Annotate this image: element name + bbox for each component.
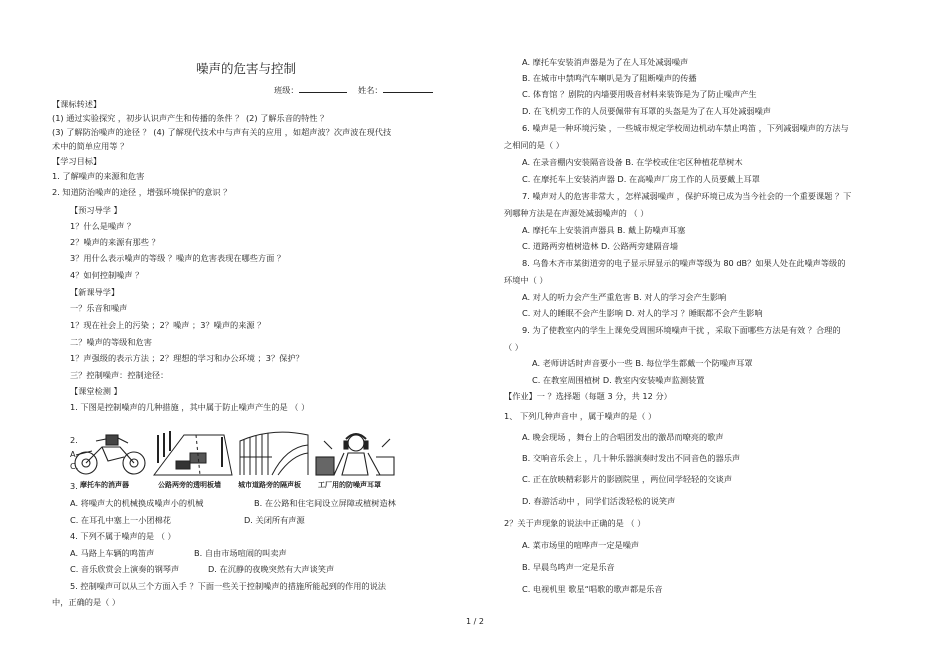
left-line-15: 二？噪声的等级和危害 [70, 337, 152, 347]
class-blank [299, 84, 347, 93]
figure-caption-3: 工厂用的防噪声耳罩 [318, 481, 381, 489]
right-line-18: A. 老师讲话时声音要小一些 B. 每位学生都戴一个防噪声耳罩 [532, 358, 753, 368]
right-line-19: C. 在教室周围植树 D. 教室内安装噪声监测装置 [532, 375, 705, 385]
right-line-5: 之相同的是（ ） [504, 140, 564, 150]
right-line-25: D. 春游活动中 ，同学们活泼轻松的说笑声 [522, 496, 676, 506]
left-lower-line-6: B. 自由市场喧闹的叫卖声 [194, 548, 287, 558]
figure-noise-control [72, 427, 397, 479]
left-line-9: 2？噪声的来源有那些 ？ [70, 237, 160, 247]
right-line-21: 1、 下列几种声音中 ，属于噪声的是（ ） [504, 411, 657, 421]
right-line-26: 2？关于声现象的说法中正确的是 （ ） [504, 518, 646, 528]
left-line-4: 【学习目标】 [52, 156, 102, 166]
earmuff-worker-picture [316, 434, 394, 475]
figure-overlap-1: A. [70, 449, 79, 459]
figure-drawing [72, 427, 397, 479]
city-barrier-picture [240, 432, 308, 475]
left-lower-line-4: 4. 下列不属于噪声的是 （ ） [70, 531, 176, 541]
left-line-2: (3) 了解防治噪声的途径 ？ (4) 了解现代技术中与声有关的应用 ，如超声波？次声波在现代技 [52, 127, 392, 137]
right-line-24: C. 正在放映精彩影片的影剧院里 ，两位同学轻轻的交谈声 [522, 474, 733, 484]
right-line-15: C. 对人的睡眠不会产生影响 D. 对人的学习 ？睡眠都不会产生影响 [522, 308, 763, 318]
left-line-14: 1？现在社会上的污染 ；2？噪声 ；3？噪声的来源 ？ [70, 320, 266, 330]
left-line-10: 3？用什么表示噪声的等级 ？噪声的危害表现在哪些方面 ？ [70, 253, 286, 263]
figure-caption-2: 城市道路旁的隔声板 [238, 481, 301, 489]
left-line-8: 1？什么是噪声 ？ [70, 221, 136, 231]
figure-caption-1: 公路两旁的透明板墙 [158, 481, 221, 489]
right-line-17: （ ） [504, 342, 523, 352]
left-line-7: 【预习导学 】 [70, 205, 122, 215]
right-line-3: D. 在飞机旁工作的人员要佩带有耳罩的头盔是为了在人耳处减弱噪声 [522, 106, 771, 116]
right-line-22: A. 晚会现场 ，舞台上的合唱团发出的激昂而嘹亮的歌声 [522, 432, 724, 442]
left-lower-line-0: A. 将噪声大的机械换成噪声小的机械 [70, 498, 204, 508]
figure-overlap-3: 3. [70, 481, 78, 491]
left-lower-line-5: A. 马路上车辆的鸣笛声 [70, 548, 155, 558]
left-line-13: 一？乐音和噪声 [70, 303, 128, 313]
left-lower-line-7: C. 音乐欣赏会上演奏的钢琴声 [70, 564, 180, 574]
page-title: 噪声的危害与控制 [196, 61, 297, 76]
left-line-5: 1. 了解噪声的来源和危害 [52, 171, 145, 181]
right-line-2: C. 体育馆 ？剧院的内墙要用吸音材料来装饰是为了防止噪声产生 [522, 89, 757, 99]
class-label: 班级： [274, 85, 299, 95]
name-blank [383, 84, 433, 93]
right-line-6: A. 在录音棚内安装隔音设备 B. 在学校或住宅区种植花草树木 [522, 157, 743, 167]
left-line-3: 术中的简单应用等 ？ [52, 141, 129, 151]
left-lower-line-10: 中，正确的是（ ） [52, 597, 121, 607]
left-lower-line-9: 5. 控制噪声可以从三个方面入手 ？下面一些关于控制噪声的措施所能起到的作用的说法 [70, 581, 386, 591]
right-line-13: 环境中（ ） [504, 275, 548, 285]
right-line-12: 8. 乌鲁木齐市某街道旁的电子显示屏显示的噪声等级为 80 dB？如果人处在此噪声等级的 [522, 258, 846, 268]
right-line-29: C. 电视机里 歌星“唱歌的歌声都是乐音 [522, 584, 663, 594]
figure-overlap-0: 2. [70, 435, 78, 445]
right-line-1: B. 在城市中禁鸣汽车喇叭是为了阻断噪声的传播 [522, 73, 697, 83]
right-line-23: B. 交响音乐会上 ，几十种乐器演奏时发出不同音色的器乐声 [522, 453, 741, 463]
figure-overlap-2: C. [70, 461, 79, 471]
right-line-8: 7. 噪声对人的危害非常大 ，怎样减弱噪声 ，保护环境已成为当今社会的一个重要课题 ？下 [522, 191, 852, 201]
right-line-20: 【作业】一 ？选择题（每题 3 分，共 12 分） [504, 391, 672, 401]
right-line-0: A. 摩托车安装消声器是为了在人耳处减弱噪声 [522, 57, 689, 67]
figure-caption-0: 摩托车的消声器 [80, 481, 129, 489]
right-line-14: A. 对人的听力会产生严重危害 B. 对人的学习会产生影响 [522, 292, 727, 302]
left-lower-line-3: D. 关闭所有声源 [244, 515, 305, 525]
road-wall-picture [154, 431, 232, 475]
left-line-6: 2. 知道防治噪声的途径 ，增强环境保护的意识 ？ [52, 187, 232, 197]
left-line-16: 1？声强级的表示方法 ；2？理想的学习和办公环境 ；3？保护？ [70, 353, 304, 363]
left-lower-line-1: B. 在公路和住宅间设立屏障或植树造林 [254, 498, 396, 508]
right-line-7: C. 在摩托车上安装消声器 D. 在高噪声厂房工作的人员要戴上耳罩 [522, 174, 760, 184]
right-line-27: A. 菜市场里的喧哗声一定是噪声 [522, 540, 640, 550]
right-line-11: C. 道路两旁植树造林 D. 公路两旁建隔音墙 [522, 241, 679, 251]
left-lower-line-2: C. 在耳孔中塞上一小团棉花 [70, 515, 171, 525]
left-line-17: 三？控制噪声：控制途径： [70, 370, 169, 380]
right-line-4: 6. 噪声是一种环境污染 ，一些城市规定学校周边机动车禁止鸣笛 ，下列减弱噪声的方法与 [522, 123, 849, 133]
left-line-1: (1) 通过实验探究 ，初步认识声产生和传播的条件 ？ (2) 了解乐音的特性 ？ [52, 113, 329, 123]
left-line-19: 1. 下图是控制噪声的几种措施 ，其中属于防止噪声产生的是 （ ） [70, 402, 310, 412]
left-line-11: 4？如何控制噪声 ？ [70, 270, 144, 280]
left-line-0: 【课标转述】 [52, 99, 102, 109]
left-lower-line-8: D. 在沉静的夜晚突然有大声谈笑声 [208, 564, 335, 574]
name-label: 姓名： [358, 85, 383, 95]
right-line-28: B. 早晨鸟鸣声一定是乐音 [522, 562, 615, 572]
right-line-10: A. 摩托车上安装消声器具 B. 戴上防噪声耳塞 [522, 225, 686, 235]
motorcycle-picture [75, 435, 145, 474]
right-line-16: 9. 为了使教室内的学生上课免受周围环境噪声干扰 ，采取下面哪些方法是有效 ？合理的 [522, 325, 841, 335]
right-line-9: 列哪种方法是在声源处减弱噪声的 （ ） [504, 208, 649, 218]
page-number: 1 / 2 [466, 617, 484, 626]
left-line-12: 【新课导学】 [70, 287, 120, 297]
class-field [274, 84, 347, 95]
name-field [358, 84, 433, 95]
left-line-18: 【课堂检测 】 [70, 386, 122, 396]
